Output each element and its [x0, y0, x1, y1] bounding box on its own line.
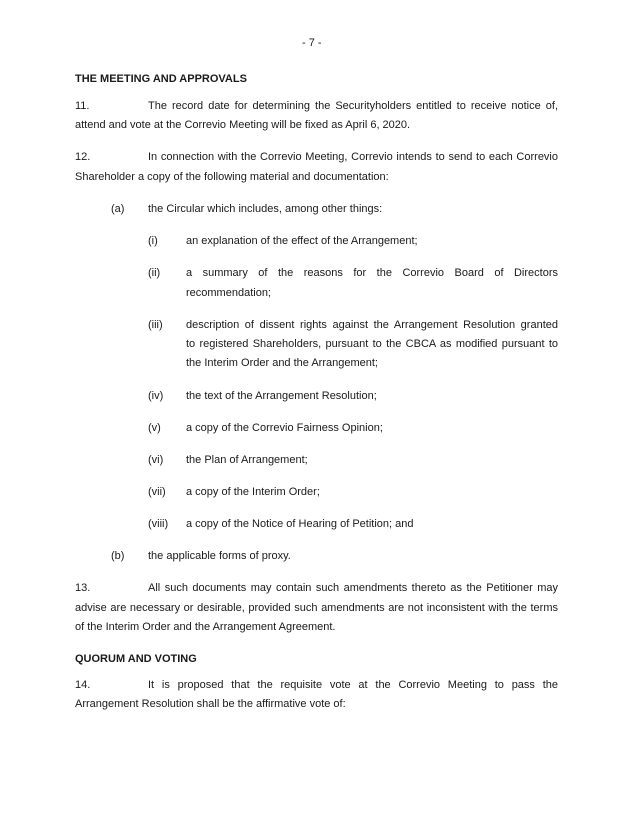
- paragraph-line: Arrangement Resolution shall be the affirmative vote of:: [75, 698, 346, 710]
- sub-list-label: (iv): [148, 390, 164, 402]
- sub-list-text: description of dissent rights against the Arrangement Resolution granted: [186, 319, 558, 331]
- sub-list-text: the Plan of Arrangement;: [186, 454, 308, 466]
- paragraph-number: 11.: [75, 100, 90, 112]
- paragraph-number: 13.: [75, 582, 91, 594]
- sub-list-text: a summary of the reasons for the Correvio Board of Directors: [186, 267, 558, 279]
- sub-list-label: (iii): [148, 319, 163, 331]
- sub-list-label: (viii): [148, 518, 169, 530]
- sub-list-text: an explanation of the effect of the Arrangement;: [186, 235, 418, 247]
- sub-list-text: the text of the Arrangement Resolution;: [186, 390, 377, 402]
- paragraph-line: advise are necessary or desirable, provided such amendments are not inconsistent with the terms: [75, 602, 558, 614]
- paragraph-number: 14.: [75, 679, 91, 691]
- section-heading-meeting: THE MEETING AND APPROVALS: [75, 73, 247, 85]
- sub-list-text: a copy of the Interim Order;: [186, 486, 320, 498]
- paragraph-line: It is proposed that the requisite vote at the Correvio Meeting to pass the: [148, 679, 558, 691]
- sub-list-label: (i): [148, 235, 158, 247]
- paragraph-line: of the Interim Order and the Arrangement Agreement.: [75, 621, 336, 633]
- paragraph-line: In connection with the Correvio Meeting, Correvio intends to send to each Correvio: [148, 151, 558, 163]
- paragraph-number: 12.: [75, 151, 91, 163]
- list-text: the Circular which includes, among other things:: [148, 203, 383, 215]
- list-label: (b): [111, 550, 125, 562]
- section-heading-quorum: QUORUM AND VOTING: [75, 653, 197, 665]
- sub-list-label: (vi): [148, 454, 164, 466]
- sub-list-text: the Interim Order and the Arrangement;: [186, 357, 378, 369]
- paragraph-line: Shareholder a copy of the following material and documentation:: [75, 171, 389, 183]
- list-label: (a): [111, 203, 125, 215]
- paragraph-line: attend and vote at the Correvio Meeting will be fixed as April 6, 2020.: [75, 119, 411, 131]
- paragraph-line: All such documents may contain such amendments thereto as the Petitioner may: [148, 582, 558, 594]
- page-number: - 7 -: [302, 37, 322, 49]
- list-text: the applicable forms of proxy.: [148, 550, 291, 562]
- sub-list-text: recommendation;: [186, 287, 271, 299]
- sub-list-text: to registered Shareholders, pursuant to the CBCA as modified pursuant to: [186, 338, 558, 350]
- sub-list-text: a copy of the Notice of Hearing of Petition; and: [186, 518, 414, 530]
- sub-list-label: (vii): [148, 486, 166, 498]
- sub-list-label: (v): [148, 422, 161, 434]
- paragraph-line: The record date for determining the Securityholders entitled to receive notice of,: [148, 100, 558, 112]
- sub-list-label: (ii): [148, 267, 161, 279]
- sub-list-text: a copy of the Correvio Fairness Opinion;: [186, 422, 383, 434]
